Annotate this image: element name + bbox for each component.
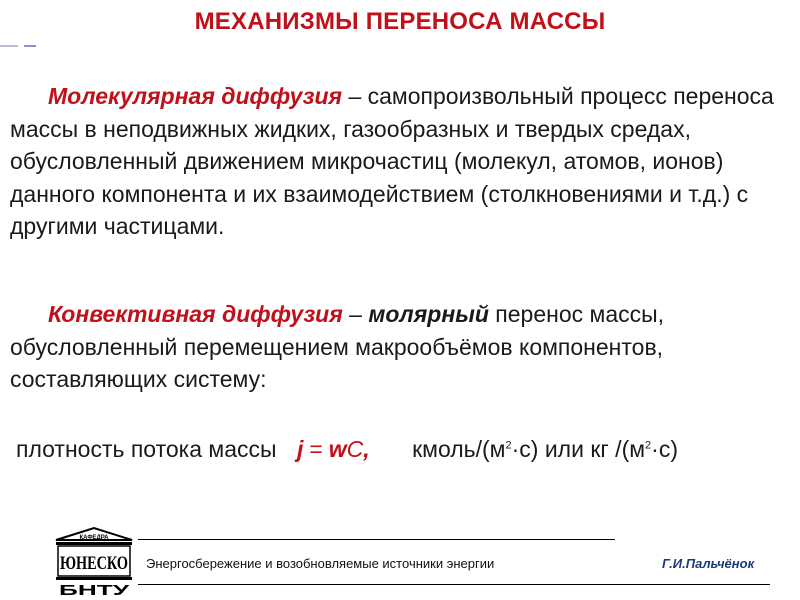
paragraph-text: – самопроизвольный процесс переноса массы в неподвижных жидких, газообразных и твердых средах, обусловленный движением микрочастиц (молекул, атомов, ионов) данного компонента и их взаимодействием (столкновениями и т.д.) с другими частицами. (10, 83, 774, 239)
footer-divider-top (138, 539, 615, 540)
units-text: ·с) (651, 436, 678, 462)
units-superscript: 2 (645, 439, 652, 452)
logo-text-bottom: БНТУ (59, 582, 131, 599)
formula-c: C (346, 436, 364, 462)
footer-course-title: Энергосбережение и возобновляемые источники энергии (146, 556, 495, 571)
formula-lhs: j (296, 436, 304, 462)
formula-w: w (328, 436, 347, 462)
footer-author: Г.И.Пальчёнок (662, 556, 755, 571)
footer-divider-bottom (138, 584, 770, 585)
paragraph-text: перенос массы, обусловленный перемещением макрообъёмов компонентов, составляющих систему: (10, 301, 665, 392)
logo-text-top: КАФЕДРА (79, 535, 109, 541)
dash: – (342, 301, 369, 327)
formula-units (412, 436, 678, 462)
decoration-bar (24, 45, 36, 47)
units-superscript: 2 (505, 439, 512, 452)
formula-equals: = (309, 436, 323, 462)
formula-expression (297, 436, 370, 462)
corner-decoration (0, 42, 40, 50)
logo-text-mid: ЮНЕСКО (60, 553, 128, 574)
mass-flux-formula-line (16, 436, 786, 463)
emphasis-molar: молярный (368, 301, 489, 327)
formula-comma: , (363, 436, 370, 462)
formula-label: плотность потока массы (16, 436, 277, 462)
units-text: ·с) или кг /(м (511, 436, 646, 462)
units-text: кмоль/(м (412, 436, 506, 462)
unesco-bntu-logo (52, 526, 136, 598)
paragraph-molecular-diffusion (10, 80, 780, 243)
paragraph-convective-diffusion (10, 298, 780, 396)
term-convective-diffusion: Конвективная диффузия (48, 301, 343, 327)
decoration-bar (0, 45, 18, 47)
slide-title: МЕХАНИЗМЫ ПЕРЕНОСА МАССЫ (194, 8, 606, 35)
term-molecular-diffusion: Молекулярная диффузия (48, 83, 343, 109)
